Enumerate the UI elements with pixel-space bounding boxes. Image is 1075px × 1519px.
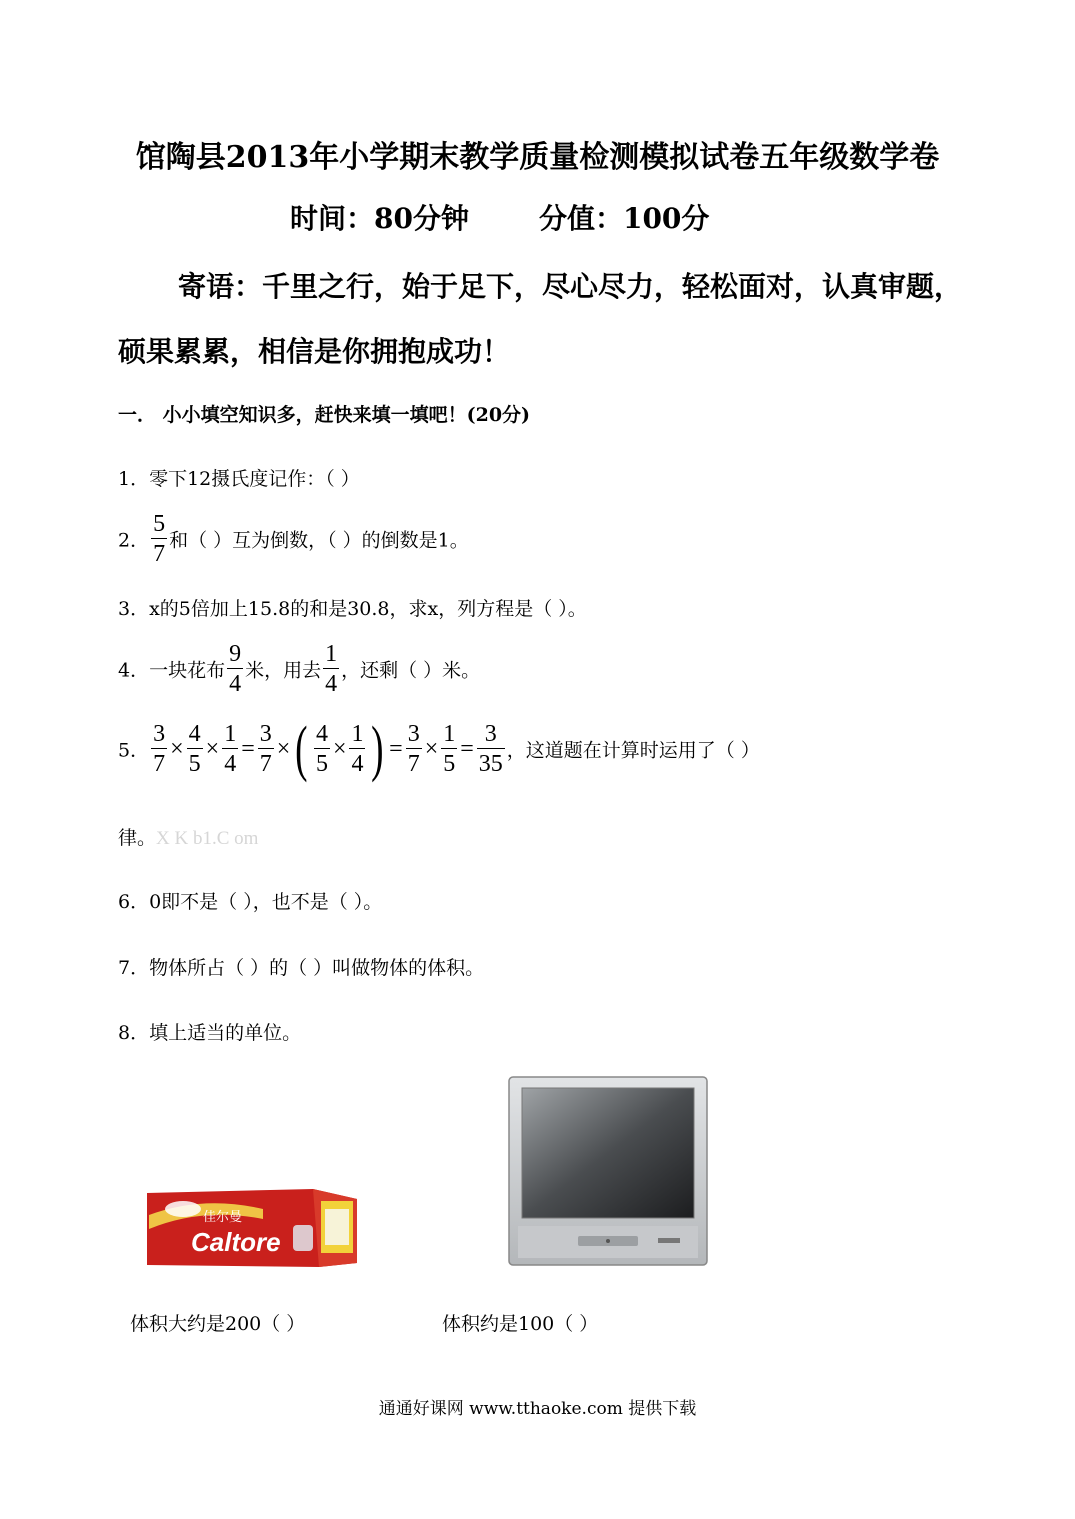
denominator: 5 — [443, 751, 456, 777]
denominator: 35 — [478, 751, 503, 777]
question-8: 8．填上适当的单位。 — [118, 1022, 302, 1044]
numerator: 3 — [407, 721, 420, 747]
fraction — [187, 722, 203, 776]
wrap-box-image — [143, 1185, 361, 1269]
numerator: 9 — [229, 641, 242, 667]
denominator: 7 — [259, 751, 272, 777]
question-2 — [118, 512, 469, 566]
question-7: 7．物体所占（ ）的（ ）叫做物体的体积。 — [118, 957, 485, 979]
numerator: 3 — [477, 722, 505, 749]
denominator: 7 — [153, 541, 166, 567]
equals-sign: = — [460, 735, 474, 762]
fraction — [227, 642, 243, 696]
question-text: ，还剩（ ）米。 — [341, 659, 481, 682]
denominator: 7 — [407, 751, 420, 777]
numerator: 1 — [224, 721, 237, 747]
tv-image — [508, 1076, 708, 1266]
numerator: 1 — [325, 641, 338, 667]
equals-sign: = — [389, 735, 403, 762]
right-paren: ) — [371, 715, 385, 783]
watermark-text: X K b1.C om — [156, 828, 259, 849]
times-sign: × — [424, 735, 439, 762]
denominator: 7 — [153, 751, 166, 777]
fraction — [222, 722, 238, 776]
times-sign: × — [276, 735, 291, 762]
fraction — [349, 722, 365, 776]
denominator: 5 — [188, 751, 201, 777]
tv-caption: 体积约是100（ ） — [442, 1313, 599, 1335]
question-text: 和（ ）互为倒数，（ ）的倒数是1。 — [169, 529, 469, 552]
fraction — [441, 722, 457, 776]
question-5-continued — [118, 823, 258, 850]
numerator: 3 — [153, 721, 166, 747]
question-6: 6．0即不是（ ），也不是（ ）。 — [118, 891, 383, 913]
time-label: 时间：80分钟 — [290, 202, 469, 235]
question-text: 米，用去 — [245, 659, 322, 682]
motto-line-1: 寄语：千里之行，始于足下，尽心尽力，轻松面对，认真审题， — [178, 270, 963, 303]
numerator: 1 — [443, 721, 456, 747]
fraction — [323, 642, 339, 696]
denominator: 4 — [325, 671, 338, 697]
section-heading: 一． 小小填空知识多，赶快来填一填吧！(20分) — [118, 404, 531, 426]
box-brand-label: Caltore — [191, 1227, 281, 1257]
footer-text: 通通好课网 www.tthaoke.com 提供下载 — [378, 1399, 697, 1419]
times-sign: × — [170, 735, 184, 762]
numerator: 3 — [259, 721, 272, 747]
score-label: 分值：100分 — [538, 202, 710, 235]
times-sign: × — [332, 735, 347, 762]
question-5 — [118, 715, 760, 783]
numerator: 5 — [153, 511, 166, 537]
fraction — [406, 722, 422, 776]
box-caption: 体积大约是200（ ） — [130, 1313, 306, 1335]
question-1: 1．零下12摄氏度记作：（ ） — [118, 468, 360, 490]
numerator: 4 — [315, 721, 328, 747]
fraction — [477, 722, 505, 776]
denominator: 4 — [351, 751, 364, 777]
box-cn-label: 佳尔曼 — [203, 1209, 243, 1224]
fraction — [314, 722, 330, 776]
question-4 — [118, 642, 480, 696]
question-number: 2． — [118, 529, 150, 552]
question-text: ，这道题在计算时运用了（ ） — [506, 739, 760, 762]
question-number: 5． — [118, 739, 150, 762]
numerator: 4 — [188, 721, 201, 747]
numerator: 1 — [351, 721, 364, 747]
denominator: 4 — [224, 751, 237, 777]
denominator: 5 — [315, 751, 328, 777]
motto-line-2: 硕果累累，相信是你拥抱成功！ — [118, 335, 511, 368]
fraction — [258, 722, 274, 776]
fraction — [151, 722, 167, 776]
exam-title: 馆陶县2013年小学期末教学质量检测模拟试卷五年级数学卷 — [135, 140, 940, 175]
question-3: 3．x的5倍加上15.8的和是30.8，求x，列方程是（ ）。 — [118, 598, 587, 620]
times-sign: × — [205, 735, 220, 762]
left-paren: ( — [295, 715, 308, 783]
fraction — [151, 512, 167, 566]
question-text: 律。 — [118, 827, 157, 849]
denominator: 4 — [229, 671, 242, 697]
equals-sign: = — [241, 735, 255, 762]
exam-info — [290, 197, 709, 237]
question-text: 4．一块花布 — [118, 659, 226, 682]
